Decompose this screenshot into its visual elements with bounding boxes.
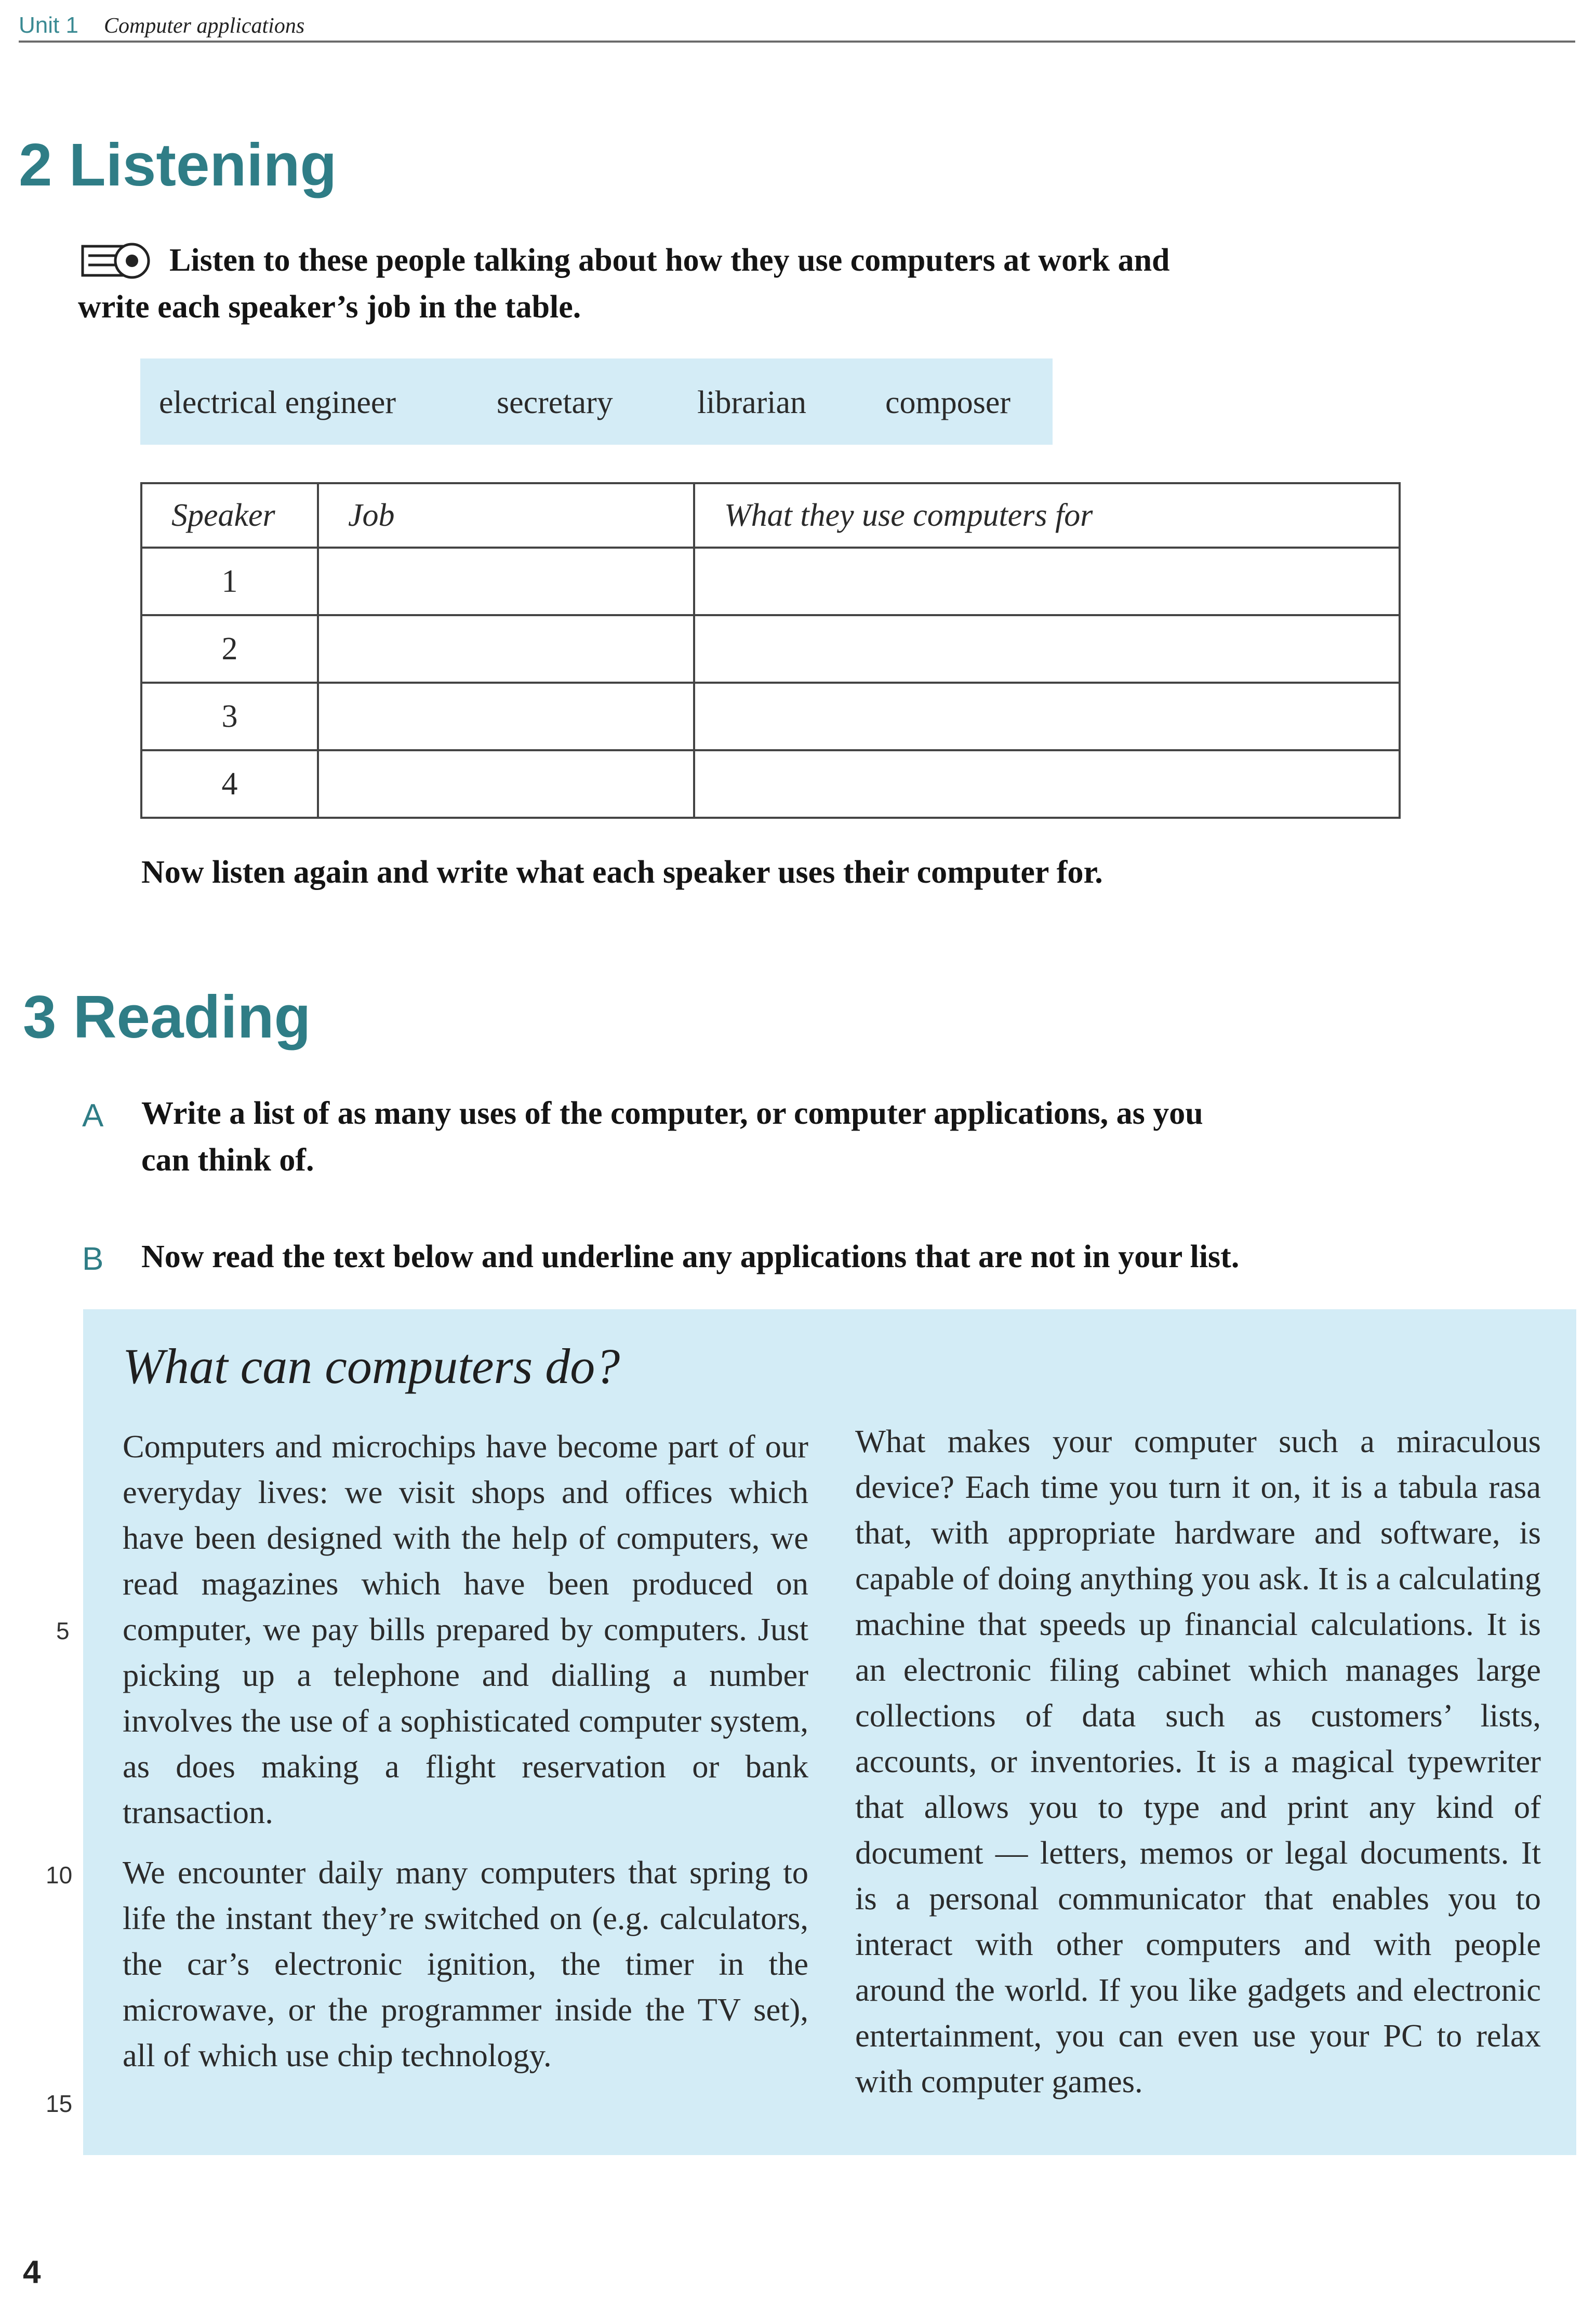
job-cell[interactable] bbox=[318, 683, 694, 750]
use-cell[interactable] bbox=[694, 683, 1400, 750]
article-column-right bbox=[855, 1418, 1541, 2119]
task-a-line2: can think of. bbox=[141, 1142, 314, 1178]
job-cell[interactable] bbox=[318, 750, 694, 818]
word-box bbox=[140, 358, 1053, 445]
use-cell[interactable] bbox=[694, 548, 1400, 615]
speaker-number: 3 bbox=[141, 683, 318, 750]
header-use: What they use computers for bbox=[694, 483, 1400, 548]
listening-title: 2 Listening bbox=[19, 131, 337, 198]
table-row bbox=[141, 615, 1400, 683]
header-job: Job bbox=[318, 483, 694, 548]
table-row bbox=[141, 548, 1400, 615]
page-number: 4 bbox=[23, 2254, 41, 2290]
listening-instruction-line1: Listen to these people talking about how they use computers at work and bbox=[169, 243, 1170, 278]
article-column-left bbox=[123, 1424, 808, 2093]
listening-follow-up: Now listen again and write what each speaker uses their computer for. bbox=[141, 855, 1103, 890]
table-row bbox=[141, 750, 1400, 818]
task-b-text: Now read the text below and underline any applications that are not in your list. bbox=[141, 1239, 1240, 1274]
listening-instruction-line2: write each speaker’s job in the table. bbox=[78, 289, 581, 325]
unit-label: Unit 1 bbox=[19, 12, 78, 38]
use-cell[interactable] bbox=[694, 750, 1400, 818]
use-cell[interactable] bbox=[694, 615, 1400, 683]
cassette-icon bbox=[81, 240, 152, 282]
article-paragraph: We encounter daily many computers that spring to life the instant they’re switched on (e.g. calculators, the car’s electronic ignition, the timer in the microwave, or the programmer inside the TV set), all of which use chip technology. bbox=[123, 1854, 808, 2073]
jobs-table bbox=[140, 482, 1401, 819]
speaker-number: 2 bbox=[141, 615, 318, 683]
table-header-row bbox=[141, 483, 1400, 548]
job-cell[interactable] bbox=[318, 615, 694, 683]
article-paragraph: What makes your computer such a miraculous device? Each time you turn it on, it is a tabula rasa that, with appropriate hardware and software, is capable of doing anything you ask. It is a calculating machine that speeds up financial calculations. It is an electronic filing cabinet which manages large collections of data such as customers’ lists, accounts, or inventories. It is a magical typewriter that allows you to type and print any kind of document — letters, memos or legal documents. It is a personal communicator that enables you to interact with other computers and with people around the world. If you like gadgets and electronic entertainment, you can even use your PC to relax with computer games. bbox=[855, 1423, 1541, 2099]
table-row bbox=[141, 683, 1400, 750]
task-a-label: A bbox=[82, 1098, 104, 1134]
word-librarian: librarian bbox=[697, 385, 807, 420]
speaker-number: 1 bbox=[141, 548, 318, 615]
task-b-label: B bbox=[82, 1241, 104, 1277]
unit-title: Computer applications bbox=[104, 14, 305, 38]
line-number: 15 bbox=[46, 2090, 73, 2117]
word-composer: composer bbox=[885, 385, 1011, 420]
task-a-line1: Write a list of as many uses of the computer, or computer applications, as you bbox=[141, 1096, 1203, 1131]
page-header bbox=[19, 7, 1575, 43]
word-electrical-engineer: electrical engineer bbox=[159, 385, 396, 420]
header-speaker: Speaker bbox=[141, 483, 318, 548]
word-secretary: secretary bbox=[497, 385, 613, 420]
article-paragraph: Computers and microchips have become part of our everyday lives: we visit shops and offices which have been designed with the help of computers, we read magazines which have been produced on computer, we pay bills prepared by computers. Just picking up a telephone and dialling a number involves the use of a sophisticated computer system, as does making a flight reservation or bank transaction. bbox=[123, 1428, 808, 1830]
reading-title: 3 Reading bbox=[23, 983, 311, 1051]
job-cell[interactable] bbox=[318, 548, 694, 615]
line-number: 5 bbox=[56, 1617, 70, 1644]
article-title: What can computers do? bbox=[123, 1338, 620, 1394]
speaker-number: 4 bbox=[141, 750, 318, 818]
line-number: 10 bbox=[46, 1862, 73, 1889]
